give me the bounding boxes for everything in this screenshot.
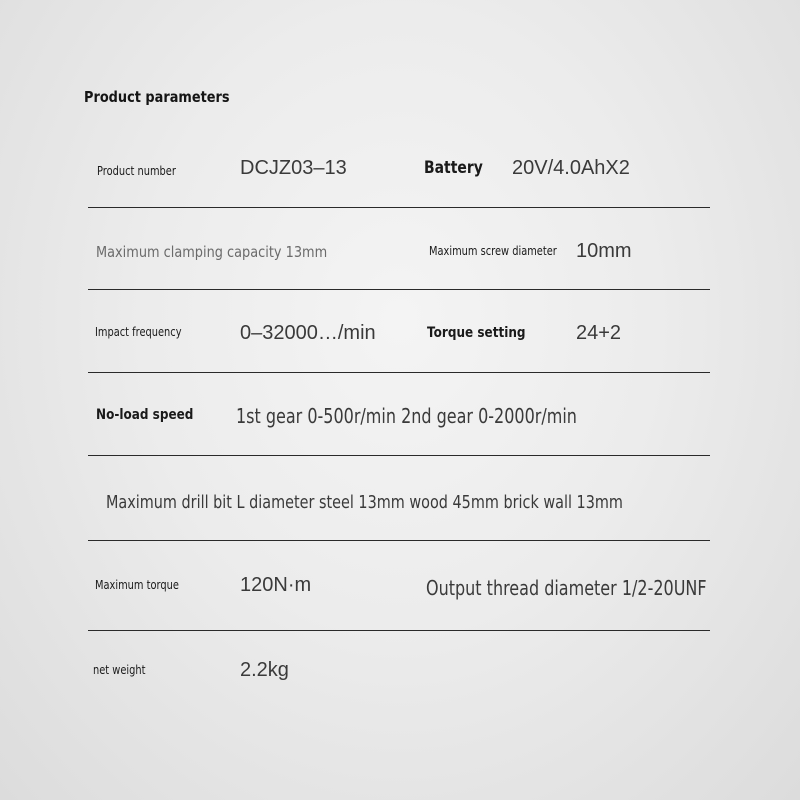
screw-diameter-value: 10mm: [576, 240, 632, 262]
drill-bit-text: Maximum drill bit L diameter steel 13mm wood 45mm brick wall 13mm: [106, 492, 623, 513]
divider-6: [88, 630, 710, 631]
impact-frequency-label: Impact frequency: [95, 325, 182, 339]
product-number-label: Product number: [97, 164, 176, 178]
net-weight-label: net weight: [93, 663, 146, 677]
torque-setting-value: 24+2: [576, 322, 622, 344]
divider-5: [88, 540, 710, 541]
net-weight-value: 2.2kg: [240, 659, 289, 681]
battery-value: 20V/4.0AhX2: [512, 157, 630, 179]
divider-4: [88, 455, 710, 456]
impact-frequency-value: 0–32000…/min: [240, 322, 376, 344]
divider-3: [88, 372, 710, 373]
clamping-capacity-text: Maximum clamping capacity 13mm: [96, 243, 328, 261]
max-torque-label: Maximum torque: [95, 578, 179, 592]
page-title: Product parameters: [84, 88, 230, 106]
torque-setting-label: Torque setting: [427, 325, 526, 341]
max-torque-value: 120N·m: [240, 574, 312, 596]
divider-1: [88, 207, 710, 208]
divider-2: [88, 289, 710, 290]
no-load-speed-value: 1st gear 0-500r/min 2nd gear 0-2000r/min: [236, 404, 577, 428]
output-thread-text: Output thread diameter 1/2-20UNF: [426, 576, 707, 600]
screw-diameter-label: Maximum screw diameter: [429, 244, 557, 258]
product-number-value: DCJZ03–13: [240, 157, 347, 179]
battery-label: Battery: [424, 158, 483, 178]
no-load-speed-label: No-load speed: [96, 407, 194, 423]
